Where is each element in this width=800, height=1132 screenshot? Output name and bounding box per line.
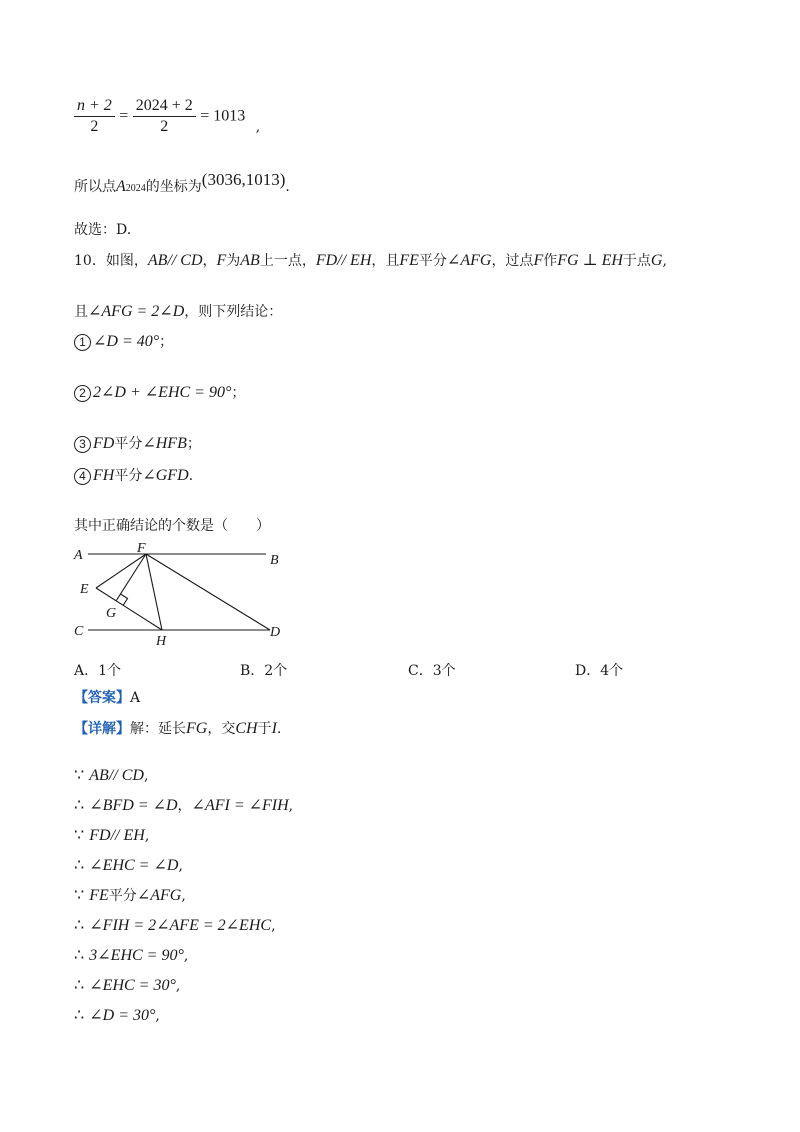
math-expression: FE — [89, 887, 109, 904]
text-segment: , — [155, 1008, 160, 1024]
math-expression: FD — [93, 435, 115, 452]
label-f: F — [137, 541, 146, 556]
math-expression: ∠D = 40° — [93, 333, 160, 350]
fraction-2 — [133, 96, 196, 137]
conclusion-4 — [74, 466, 193, 486]
coord-mid: 的坐标为 — [145, 179, 202, 195]
text-segment: 平分 — [114, 468, 143, 484]
math-expression: G — [650, 252, 663, 269]
logic-symbol: ∴ — [74, 855, 90, 874]
label-h: H — [156, 634, 167, 648]
conclusion-text — [93, 334, 173, 350]
logic-symbol: ∵ — [74, 765, 90, 784]
text-segment: 平分 — [114, 436, 143, 452]
math-expression: F — [216, 252, 227, 269]
label-d: D — [270, 625, 281, 640]
math-expression: CH — [235, 720, 258, 737]
text-segment: , — [178, 858, 183, 874]
label-c: C — [74, 624, 84, 639]
solution-step — [74, 825, 149, 846]
text-segment: ，交 — [207, 721, 236, 737]
option-d[interactable]: D．4个 — [575, 663, 624, 679]
text-segment: 上一点， — [259, 253, 316, 269]
detail-line — [74, 719, 281, 739]
math-expression: FD// EH — [315, 252, 372, 269]
text-segment: ，且 — [371, 253, 400, 269]
text-segment: 且 — [74, 304, 88, 320]
math-expression: FG — [186, 720, 208, 737]
conclusion-1 — [74, 332, 173, 352]
text-segment: , — [175, 978, 181, 994]
coord-line — [74, 170, 290, 199]
text-segment: ，则下列结论： — [184, 304, 283, 320]
point-label: A — [116, 178, 126, 195]
circled-number: 2 — [74, 385, 91, 402]
solution-step — [74, 855, 183, 876]
text-segment: ； — [159, 334, 174, 350]
segment-fd — [146, 554, 270, 630]
answer-value: A — [130, 690, 141, 706]
conclusion-3 — [74, 434, 201, 454]
text-segment: ， — [177, 798, 192, 814]
coord-end: . — [285, 179, 290, 195]
math-expression: ∠BFD = ∠D — [89, 797, 178, 814]
coord-value: (3036,1013) — [201, 170, 286, 189]
logic-symbol: ∴ — [74, 945, 90, 964]
solution-step — [74, 1005, 160, 1026]
solution-step — [74, 795, 293, 816]
math-expression: ∠AFG — [446, 252, 492, 269]
text-segment: 为 — [226, 253, 241, 269]
conclusion-text — [93, 468, 193, 484]
option-b[interactable]: B．2个 — [240, 663, 288, 679]
math-expression: ∠AFI = ∠FIH — [191, 797, 289, 814]
text-segment: 于点 — [622, 253, 651, 269]
text-segment: , — [143, 768, 149, 784]
math-expression: ∠FIH = 2∠AFE = 2∠EHC — [89, 917, 272, 934]
solution-step — [74, 885, 186, 906]
math-expression: ∠HFB — [142, 435, 187, 452]
calc-result: = 1013 — [200, 107, 246, 125]
text-segment: 解：延长 — [130, 721, 186, 737]
calc-line — [74, 96, 260, 137]
text-segment: , — [271, 918, 276, 934]
option-c[interactable]: C．3个 — [408, 663, 456, 679]
math-expression: ∠EHC = 30° — [89, 977, 176, 994]
text-segment: ， — [202, 253, 217, 269]
solution-step — [74, 975, 180, 996]
math-expression: AB// CD — [147, 252, 203, 269]
circled-number: 1 — [74, 334, 91, 351]
text-segment: ； — [186, 436, 201, 452]
text-segment: , — [183, 948, 189, 964]
logic-symbol: ∴ — [74, 1005, 90, 1024]
logic-symbol: ∵ — [74, 825, 90, 844]
solution-step — [74, 945, 188, 966]
text-segment: ； — [231, 385, 246, 401]
text-segment: 平分 — [418, 253, 447, 269]
fraction-1-denominator: 2 — [90, 118, 99, 135]
text-segment: , — [144, 828, 150, 844]
solution-step — [74, 765, 148, 786]
math-expression: 2∠D + ∠EHC = 90° — [93, 384, 232, 401]
question-line-2 — [74, 302, 282, 322]
conclusion-text — [93, 436, 201, 452]
text-segment: , — [181, 888, 186, 904]
answer-line — [74, 688, 140, 708]
text-segment: 10．如图， — [74, 253, 148, 269]
logic-symbol: ∵ — [74, 885, 90, 904]
label-g: G — [106, 606, 117, 621]
equals-sign: = — [119, 107, 129, 125]
logic-symbol: ∴ — [74, 915, 90, 934]
conclusion-text — [93, 385, 245, 401]
question-line-1 — [74, 251, 667, 271]
answer-tag: 【答案】 — [74, 690, 130, 706]
text-segment: 于 — [257, 721, 272, 737]
math-expression: AB — [240, 252, 260, 269]
text-segment: . — [276, 721, 282, 737]
circled-number: 3 — [74, 436, 91, 453]
conclusion-2 — [74, 383, 245, 403]
math-expression: ∠AFG — [136, 887, 182, 904]
math-expression: ∠EHC = ∠D — [89, 857, 179, 874]
calc-tail: , — [255, 118, 261, 135]
segment-fg — [116, 554, 146, 601]
math-expression: ∠GFD — [142, 467, 189, 484]
geometry-figure — [70, 540, 300, 648]
fraction-2-denominator: 2 — [160, 118, 169, 135]
fraction-2-numerator: 2024 + 2 — [133, 96, 196, 117]
point-subscript: 2024 — [125, 183, 146, 194]
math-expression: FD// EH — [89, 827, 145, 844]
coord-pre: 所以点 — [74, 179, 116, 195]
fraction-1 — [74, 96, 115, 137]
math-expression: 3∠EHC = 90° — [89, 947, 184, 964]
math-expression: I — [271, 720, 277, 737]
previous-answer: 故选：D. — [74, 222, 132, 238]
detail-tag: 【详解】 — [74, 721, 130, 737]
text-segment: , — [662, 253, 667, 269]
text-segment: . — [188, 468, 194, 484]
text-segment: 作 — [543, 253, 558, 269]
math-expression: ∠D = 30° — [89, 1007, 156, 1024]
math-expression: F — [533, 252, 544, 269]
logic-symbol: ∴ — [74, 795, 90, 814]
label-e: E — [80, 582, 89, 597]
segment-fh — [146, 554, 162, 630]
label-b: B — [270, 553, 279, 568]
option-a[interactable]: A．1个 — [74, 663, 122, 679]
detail-text — [130, 721, 281, 737]
solution-step — [74, 915, 276, 936]
question-prompt: 其中正确结论的个数是（ ） — [74, 518, 270, 534]
text-segment: , — [288, 798, 294, 814]
math-expression: ∠AFG = 2∠D — [88, 303, 185, 320]
label-a: A — [74, 548, 83, 563]
circled-number: 4 — [74, 468, 91, 485]
math-expression: FG ⊥ EH — [557, 252, 623, 269]
text-segment: 平分 — [108, 888, 137, 904]
math-expression: AB// CD — [89, 767, 144, 784]
text-segment: ，过点 — [491, 253, 534, 269]
segment-fe — [96, 554, 146, 588]
math-expression: FE — [399, 252, 419, 269]
fraction-1-numerator: n + 2 — [74, 96, 115, 117]
logic-symbol: ∴ — [74, 975, 90, 994]
math-expression: FH — [93, 467, 115, 484]
